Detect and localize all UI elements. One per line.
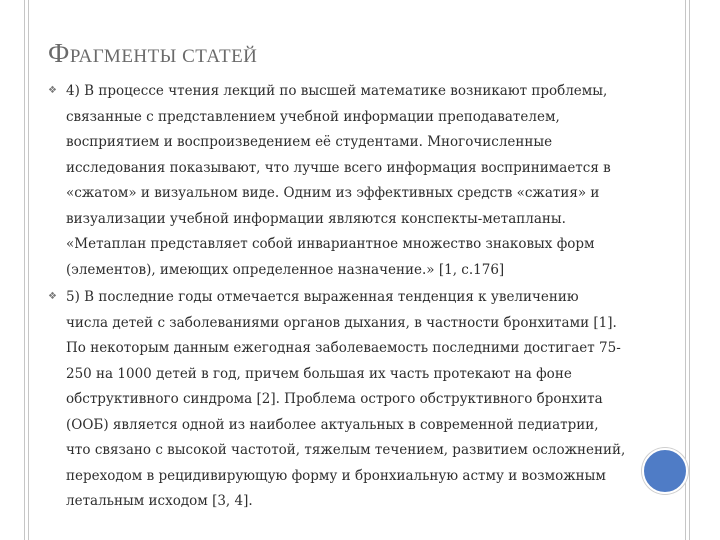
- right-border-line-outer: [689, 0, 690, 540]
- left-border-line-inner: [28, 0, 29, 540]
- slide-title: [48, 40, 257, 67]
- paragraph-1: 4) В процессе чтения лекций по высшей математике возникают проблемы, связанные с представлением учебной информации преподавателем, восприятием и воспроизведением её студентами. Многочисленные исследования показывают, что лучше всего информация воспринимается в «сжатом» и визуальном виде. Одним из эффективных средств «сжатия» и визуализации учебной информации являются конспекты-метапланы. «Метаплан представляет собой инвариантное множество знаковых форм (элементов), имеющих определенное назначение.» [1, с.176]: [66, 83, 611, 278]
- decorative-circle: [642, 448, 688, 494]
- diamond-bullet-icon: ❖: [48, 85, 57, 96]
- left-border-line-outer: [24, 0, 25, 540]
- paragraph-2: 5) В последние годы отмечается выраженная тенденция к увеличению числа детей с заболеваниями органов дыхания, в частности бронхитами [1]. По некоторым данным ежегодная заболеваемость последними достигает 75- 250 на 1000 детей в год, причем большая их часть протекают на фоне обструктивного синдрома [2]. Проблема острого обструктивного бронхита (ООБ) является одной из наиболее актуальных в современной педиатрии, что связано с высокой частотой, тяжелым течением, развитием осложнений, переходом в рецидивирующую форму и бронхиальную астму и возможным летальным исходом [3, 4].: [66, 289, 626, 509]
- slide-title-first-letter: Ф: [48, 38, 70, 68]
- slide-title-rest: РАГМЕНТЫ СТАТЕЙ: [69, 46, 258, 67]
- diamond-bullet-icon: ❖: [48, 291, 57, 302]
